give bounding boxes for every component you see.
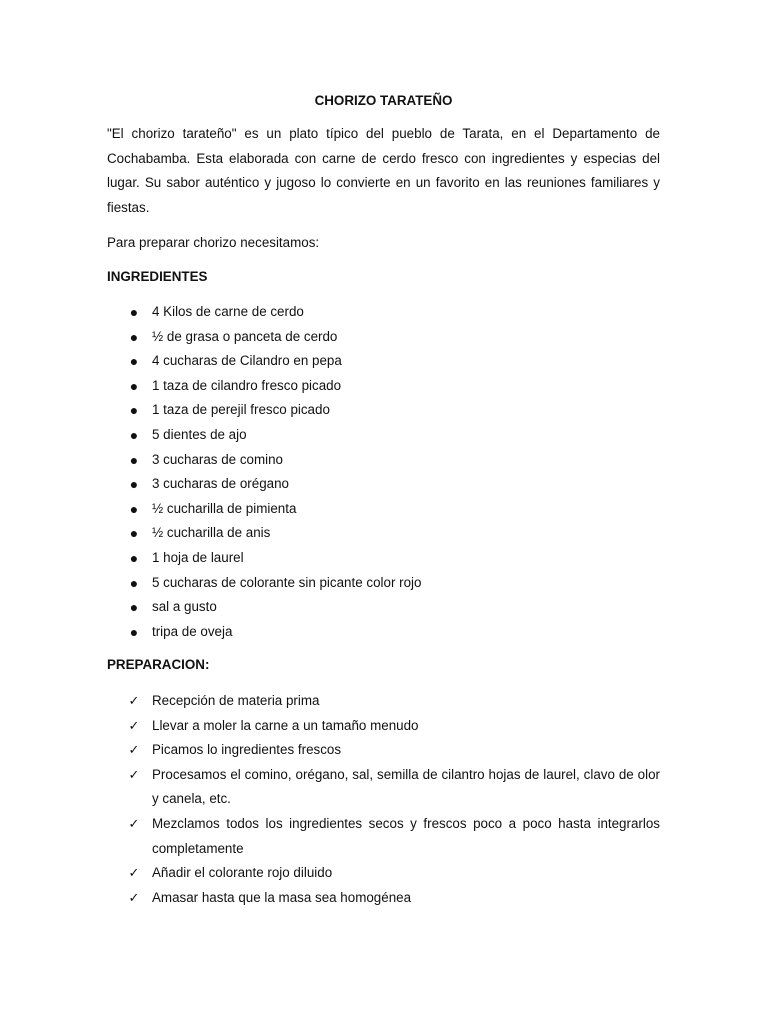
document-title: CHORIZO TARATEÑO — [314, 93, 453, 108]
check-mark-icon: ✓ — [128, 717, 140, 733]
ingredient-text: 1 taza de perejil fresco picado — [152, 402, 330, 418]
bullet-icon: ● — [129, 574, 139, 591]
list-item — [107, 714, 660, 739]
bullet-icon: ● — [129, 525, 139, 542]
step-text: Recepción de materia prima — [152, 693, 320, 708]
bullet-icon: ● — [129, 304, 139, 320]
list-item — [107, 689, 660, 714]
bullet-icon: ● — [129, 402, 139, 419]
bullet-icon: ● — [129, 476, 139, 493]
step-text: Mezclamos todos los ingredientes secos y frescos poco a poco hasta integrarlos completamente — [152, 815, 660, 856]
bullet-icon: ● — [129, 328, 139, 345]
ingredient-text: tripa de oveja — [152, 623, 233, 639]
ingredient-text: ½ cucharilla de anis — [152, 525, 271, 541]
list-item — [107, 812, 660, 861]
lead-sentence: Para preparar chorizo necesitamos: — [107, 235, 320, 250]
bullet-icon: ● — [129, 599, 139, 616]
list-item — [107, 425, 660, 450]
step-text: Picamos lo ingredientes frescos — [152, 742, 342, 758]
check-mark-icon: ✓ — [128, 889, 140, 905]
list-item — [107, 376, 660, 401]
bullet-icon: ● — [129, 549, 139, 566]
check-mark-icon: ✓ — [128, 815, 140, 831]
list-item — [107, 573, 660, 598]
list-item — [107, 886, 660, 911]
list-item — [107, 523, 660, 548]
bullet-icon: ● — [129, 377, 139, 394]
list-item — [107, 763, 660, 812]
check-mark-icon: ✓ — [128, 742, 140, 758]
ingredient-text: 1 taza de cilandro fresco picado — [152, 377, 342, 393]
list-item — [107, 400, 660, 425]
bullet-icon: ● — [129, 426, 139, 443]
ingredients-list — [107, 302, 660, 646]
ingredient-text: 1 hoja de laurel — [152, 549, 244, 565]
bullet-icon: ● — [129, 353, 139, 370]
step-text: Llevar a moler la carne a un tamaño menudo — [152, 717, 419, 733]
list-item — [107, 548, 660, 573]
ingredient-text: sal a gusto — [152, 599, 217, 615]
document-page — [107, 0, 660, 1024]
list-item — [107, 351, 660, 376]
bullet-icon: ● — [129, 623, 139, 640]
preparation-heading: PREPARACION: — [107, 657, 210, 672]
ingredient-text: ½ de grasa o panceta de cerdo — [152, 328, 338, 344]
step-text: Añadir el colorante rojo diluido — [152, 865, 333, 881]
bullet-icon: ● — [129, 500, 139, 517]
bullet-icon: ● — [129, 451, 139, 468]
check-mark-icon: ✓ — [128, 766, 140, 782]
step-text: Amasar hasta que la masa sea homogénea — [152, 889, 412, 905]
ingredient-text: 4 cucharas de Cilandro en pepa — [152, 353, 342, 369]
check-mark-icon: ✓ — [128, 693, 140, 708]
ingredient-text: 4 Kilos de carne de cerdo — [152, 304, 304, 319]
list-item — [107, 597, 660, 622]
ingredient-text: 3 cucharas de comino — [152, 451, 284, 467]
list-item — [107, 474, 660, 499]
ingredient-text: 5 cucharas de colorante sin picante color rojo — [152, 574, 422, 590]
step-text: Procesamos el comino, orégano, sal, semilla de cilantro hojas de laurel, clavo de olor y canela, etc. — [152, 766, 660, 807]
preparation-steps-list — [107, 689, 660, 910]
list-item — [107, 302, 660, 327]
list-item — [107, 622, 660, 647]
list-item — [107, 450, 660, 475]
ingredient-text: 5 dientes de ajo — [152, 426, 247, 442]
ingredient-text: ½ cucharilla de pimienta — [152, 500, 297, 516]
ingredients-heading: INGREDIENTES — [107, 269, 208, 284]
check-mark-icon: ✓ — [128, 865, 140, 881]
list-item — [107, 499, 660, 524]
list-item — [107, 327, 660, 352]
intro-paragraph: "El chorizo tarateño" es un plato típico del pueblo de Tarata, en el Departamento de Cochabamba. Esta elaborada con carne de cerdo fresco con ingredientes y especias del lugar. Su sabor auténtico y jugoso lo convierte en un favorito en las reuniones familiares y fiestas. — [107, 126, 660, 216]
ingredient-text: 3 cucharas de orégano — [152, 476, 289, 492]
list-item — [107, 738, 660, 763]
list-item — [107, 861, 660, 886]
